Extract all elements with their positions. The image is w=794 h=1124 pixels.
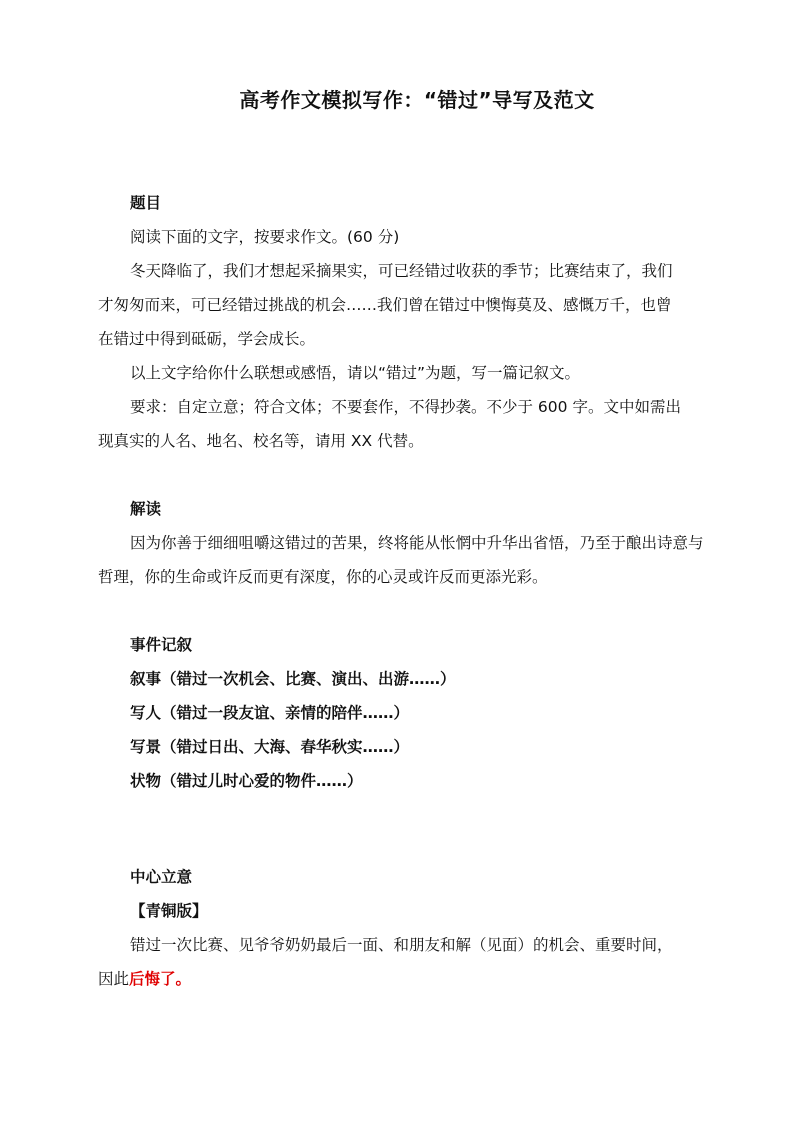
theme-para-line1: 错过一次比赛、见爷爷奶奶最后一面、和朋友和解（见面）的机会、重要时间， bbox=[130, 936, 673, 954]
section-heading-theme: 中心立意 bbox=[130, 868, 193, 886]
interpret-line1: 因为你善于细细咀嚼这错过的苦果，终将能从怅惘中升华出省悟，乃至于酿出诗意与 bbox=[130, 534, 704, 552]
interpret-line2: 哲理，你的生命或许反而更有深度，你的心灵或许反而更添光彩。 bbox=[98, 568, 548, 586]
theme-para-highlight: 后悔了。 bbox=[129, 970, 192, 988]
section-heading-topic: 题目 bbox=[130, 194, 162, 212]
topic-para2: 以上文字给你什么联想或感悟，请以“错过”为题，写一篇记叙文。 bbox=[130, 364, 581, 382]
theme-para-prefix: 因此 bbox=[98, 970, 130, 988]
topic-para1-line3: 在错过中得到砥砺，学会成长。 bbox=[98, 330, 316, 348]
event-item-object: 状物（错过儿时心爱的物件……） bbox=[130, 772, 363, 790]
document-body bbox=[98, 186, 702, 996]
page-title: 高考作文模拟写作：“错过”导写及范文 bbox=[239, 88, 595, 112]
section-heading-interpret: 解读 bbox=[130, 500, 162, 518]
topic-para1-line2: 才匆匆而来，可已经错过挑战的机会……我们曾在错过中懊悔莫及、感慨万千，也曾 bbox=[98, 296, 672, 314]
topic-para3-line2: 现真实的人名、地名、校名等，请用 XX 代替。 bbox=[98, 432, 424, 450]
topic-para3-line1: 要求：自定立意；符合文体；不要套作，不得抄袭。不少于 600 字。文中如需出 bbox=[130, 398, 681, 416]
section-heading-events: 事件记叙 bbox=[130, 636, 193, 654]
event-item-narrate: 叙事（错过一次机会、比赛、演出、出游……） bbox=[130, 670, 456, 688]
topic-para1-line1: 冬天降临了，我们才想起采摘果实，可已经错过收获的季节；比赛结束了，我们 bbox=[130, 262, 673, 280]
theme-para-line2 bbox=[98, 962, 702, 996]
event-item-person: 写人（错过一段友谊、亲情的陪伴……） bbox=[130, 704, 410, 722]
topic-instruction: 阅读下面的文字，按要求作文。(60 分) bbox=[130, 228, 400, 246]
event-item-scenery: 写景（错过日出、大海、春华秋实……） bbox=[130, 738, 410, 756]
theme-version-label: 【青铜版】 bbox=[130, 902, 208, 920]
